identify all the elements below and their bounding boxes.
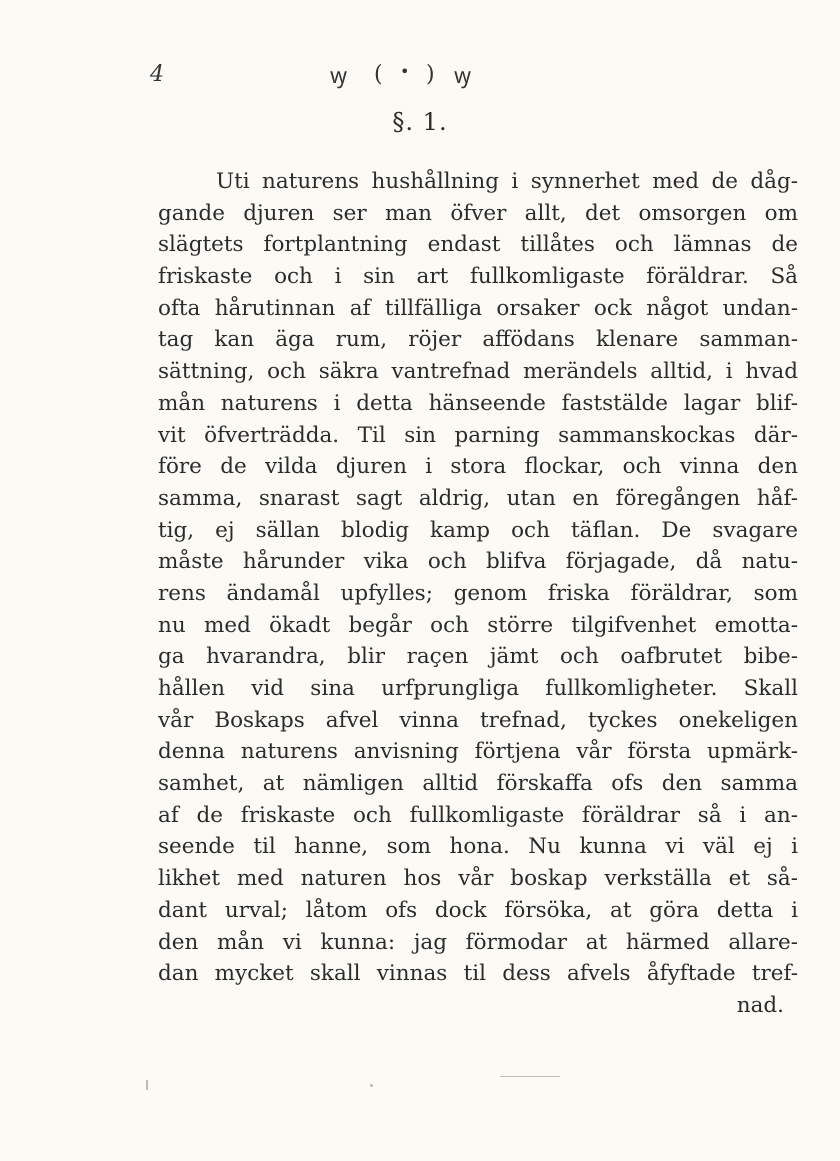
ornament-close-paren: ) (426, 62, 435, 87)
ornament-open-paren: ( (374, 62, 383, 87)
text-line: seende til hanne, som hona. Nu kunna vi väl ej i (158, 834, 798, 860)
text-line: vit öfverträdda. Til sin parning sammanskockas där- (158, 422, 798, 448)
text-line: hållen vid sina urfprungliga fullkomligheter. Skall (158, 676, 798, 701)
text-line: samma, snarast sagt aldrig, utan en föregången håf- (158, 485, 798, 511)
text-line: ga hvarandra, blir raçen jämt och oafbrutet bibe- (158, 644, 798, 670)
text-line: den mån vi kunna: jag förmodar at härmed allare- (158, 929, 798, 955)
text-line: dan mycket skall vinnas til dess afvels åfyftade tref- (158, 961, 798, 987)
text-line: före de vilda djuren i stora flockar, och vinna den (158, 454, 798, 480)
text-line: tag kan äga rum, röjer affödans klenare samman- (158, 327, 798, 353)
header-ornament (330, 56, 480, 90)
text-line: tig, ej sällan blodig kamp och täflan. De svagare (158, 517, 798, 543)
text-line: sättning, och säkra vantrefnad merändels alltid, i hvad (158, 359, 798, 385)
page-header (0, 54, 840, 94)
ornament-left-flourish: ꝡ (330, 64, 348, 89)
text-line: denna naturens anvisning förtjena vår första upmärk- (158, 739, 798, 765)
text-line: rens ändamål upfylles; genom friska föräldrar, som (158, 580, 798, 606)
scan-speck (370, 1084, 373, 1087)
body-text (158, 166, 798, 1022)
page-number: 4 (150, 62, 164, 87)
text-line: gande djuren ser man öfver allt, det omsorgen om (158, 200, 798, 226)
ornament-bullet: • (400, 62, 410, 81)
text-line: vår Boskaps afvel vinna trefnad, tyckes onekeligen (158, 707, 798, 733)
ornament-right-flourish: ꝡ (454, 64, 472, 89)
text-line: nu med ökadt begår och större tilgifvenhet emotta- (158, 612, 798, 638)
text-line: måste hårunder vika och blifva förjagade, då natu- (158, 549, 798, 575)
catchword-line: nad. (736, 992, 784, 1018)
text-line: Uti naturens hushållning i synnerhet med de dåg- (216, 169, 798, 194)
scan-speck (146, 1080, 148, 1090)
text-line: dant urval; låtom ofs dock försöka, at göra detta i (158, 897, 798, 923)
text-line: mån naturens i detta hänseende faststälde lagar blif- (158, 390, 798, 416)
text-line: slägtets fortplantning endast tillåtes och lämnas de (158, 232, 798, 258)
text-line: af de friskaste och fullkomligaste föräldrar så i an- (158, 802, 798, 828)
section-heading: §. 1. (392, 108, 448, 136)
text-line: ofta hårutinnan af tillfälliga orsaker ock något undan- (158, 295, 798, 321)
text-line: friskaste och i sin art fullkomligaste föräldrar. Så (158, 264, 798, 290)
scan-speck (500, 1076, 560, 1077)
text-line: likhet med naturen hos vår boskap verkställa et så- (158, 866, 798, 892)
text-line: samhet, at nämligen alltid förskaffa ofs den samma (158, 771, 798, 797)
